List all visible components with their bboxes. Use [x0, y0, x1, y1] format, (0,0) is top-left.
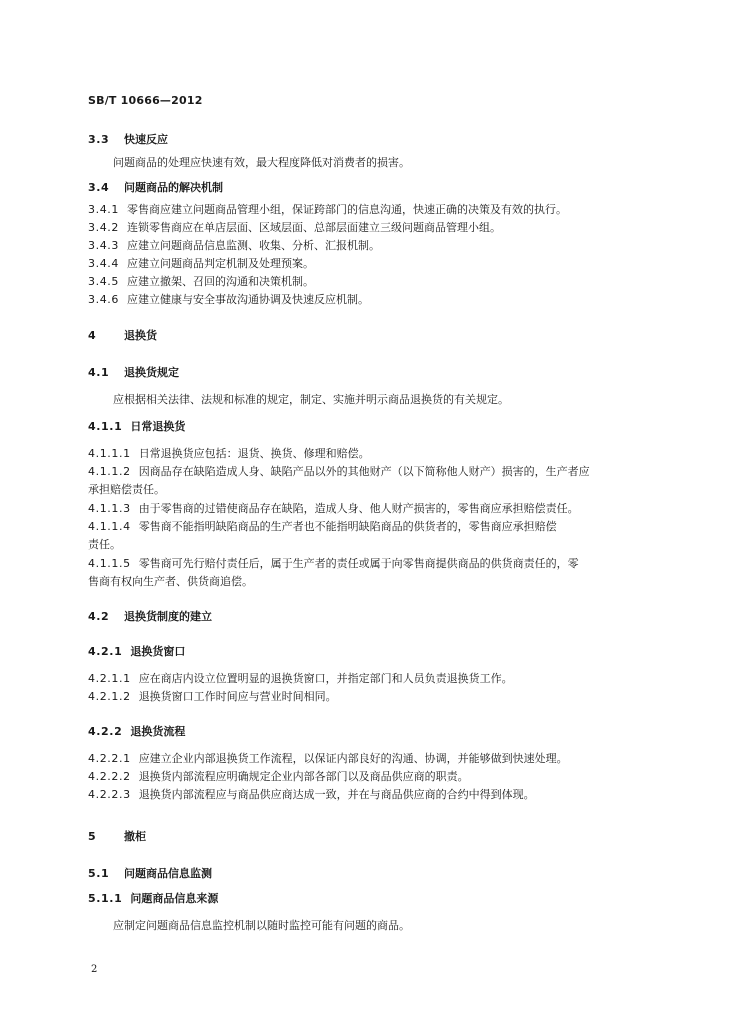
clause-text: 零售商应建立问题商品管理小组，保证跨部门的信息沟通，快速正确的决策及有效的执行。 — [127, 203, 567, 216]
clause-text: 零售商不能指明缺陷商品的生产者也不能指明缺陷商品的供货者的，零售商应承担赔偿 — [138, 520, 557, 533]
clause-text: 退换货窗口工作时间应与营业时间相同。 — [138, 690, 337, 703]
chapter-4-heading — [88, 327, 644, 344]
section-title: 快速反应 — [124, 133, 168, 146]
clause-text: 应在商店内设立位置明显的退换货窗口，并指定部门和人员负责退换货工作。 — [138, 672, 513, 685]
clause-text: 应建立问题商品判定机制及处理预案。 — [127, 257, 314, 270]
clause-4-1-1-1 — [88, 445, 644, 462]
clause-text: 连锁零售商应在单店层面、区域层面、总部层面建立三级问题商品管理小组。 — [127, 221, 501, 234]
section-4-2-heading — [88, 608, 644, 625]
chapter-title: 撤柜 — [124, 830, 146, 843]
clause-text: 应建立问题商品信息监测、收集、分析、汇报机制。 — [127, 239, 380, 252]
clause-4-2-2-2 — [88, 768, 644, 785]
clause-text: 由于零售商的过错使商品存在缺陷，造成人身、他人财产损害的，零售商应承担赔偿责任。 — [138, 502, 579, 515]
section-title: 问题商品信息来源 — [130, 892, 219, 905]
section-title: 问题商品信息监测 — [124, 867, 212, 880]
clause-3-4-1 — [88, 201, 644, 218]
clause-4-1-1-4 — [88, 518, 644, 535]
section-title: 日常退换货 — [130, 420, 186, 433]
clause-number: 4.1.1.4 — [88, 520, 131, 533]
clause-number: 3.4.3 — [88, 239, 119, 252]
section-number: 4.2.1 — [88, 645, 123, 658]
clause-number: 4.1.1.3 — [88, 502, 131, 515]
clause-text: 因商品存在缺陷造成人身、缺陷产品以外的其他财产（以下简称他人财产）损害的，生产者应 — [138, 465, 590, 478]
clause-3-4-6 — [88, 291, 644, 308]
clause-number: 4.1.1.1 — [88, 447, 131, 460]
clause-number: 3.4.2 — [88, 221, 119, 234]
clause-number: 4.2.2.1 — [88, 752, 131, 765]
page-number: 2 — [91, 964, 98, 975]
section-3-4-heading — [88, 179, 644, 196]
clause-4-2-2-1 — [88, 750, 644, 767]
section-title: 退换货规定 — [124, 366, 179, 379]
section-title: 退换货窗口 — [130, 645, 186, 658]
clause-text: 退换货内部流程应与商品供应商达成一致，并在与商品供应商的合约中得到体现。 — [138, 788, 535, 801]
clause-number: 3.4.5 — [88, 275, 119, 288]
clause-4-1-1-3 — [88, 500, 644, 517]
clause-3-4-2 — [88, 219, 644, 236]
section-4-2-1-list — [88, 670, 644, 705]
section-number: 4.2.2 — [88, 725, 123, 738]
chapter-number: 5 — [88, 830, 97, 843]
section-number: 4.1 — [88, 366, 110, 379]
standard-code: SB/T 10666—2012 — [88, 94, 203, 107]
section-3-3-paragraph: 问题商品的处理应快速有效，最大程度降低对消费者的损害。 — [113, 156, 410, 169]
section-number: 4.1.1 — [88, 420, 123, 433]
section-4-1-1-list — [88, 445, 644, 590]
chapter-5-heading — [88, 828, 644, 845]
clause-text: 应建立撤架、召回的沟通和决策机制。 — [127, 275, 314, 288]
section-4-2-2-heading — [88, 723, 644, 740]
clause-4-2-1-2 — [88, 688, 644, 705]
clause-text: 应建立健康与安全事故沟通协调及快速反应机制。 — [127, 293, 369, 306]
section-4-1-heading — [88, 364, 644, 381]
document-body — [88, 131, 644, 934]
clause-3-4-3 — [88, 237, 644, 254]
section-number: 5.1 — [88, 867, 110, 880]
section-title: 问题商品的解决机制 — [124, 181, 223, 194]
section-title: 退换货流程 — [130, 725, 186, 738]
clause-4-1-1-5 — [88, 555, 644, 572]
clause-number: 4.1.1.2 — [88, 465, 131, 478]
clause-4-1-1-2 — [88, 463, 644, 480]
section-number: 4.2 — [88, 610, 110, 623]
section-number: 5.1.1 — [88, 892, 123, 905]
clause-4-1-1-2-continued: 承担赔偿责任。 — [88, 483, 165, 496]
section-5-1-1-paragraph: 应制定问题商品信息监控机制以随时监控可能有问题的商品。 — [113, 919, 410, 932]
clause-number: 4.2.1.2 — [88, 690, 131, 703]
section-4-1-1-heading — [88, 418, 644, 435]
section-4-2-2-list — [88, 750, 644, 803]
section-4-2-1-heading — [88, 643, 644, 660]
clause-4-2-2-3 — [88, 786, 644, 803]
clause-text: 退换货内部流程应明确规定企业内部各部门以及商品供应商的职责。 — [138, 770, 469, 783]
section-4-1-paragraph: 应根据相关法律、法规和标准的规定，制定、实施并明示商品退换货的有关规定。 — [113, 393, 509, 406]
clause-3-4-5 — [88, 273, 644, 290]
clause-4-1-1-4-continued: 责任。 — [88, 538, 121, 551]
section-number: 3.4 — [88, 181, 110, 194]
section-3-3-heading — [88, 131, 644, 148]
clause-number: 4.2.2.2 — [88, 770, 131, 783]
clause-number: 4.2.2.3 — [88, 788, 131, 801]
clause-text: 零售商可先行赔付责任后，属于生产者的责任或属于向零售商提供商品的供货商责任的，零 — [138, 557, 579, 570]
clause-number: 4.2.1.1 — [88, 672, 131, 685]
clause-number: 3.4.1 — [88, 203, 119, 216]
clause-4-1-1-5-continued: 售商有权向生产者、供货商追偿。 — [88, 575, 253, 588]
clause-text: 应建立企业内部退换货工作流程，以保证内部良好的沟通、协调，并能够做到快速处理。 — [138, 752, 568, 765]
section-title: 退换货制度的建立 — [124, 610, 212, 623]
chapter-title: 退换货 — [124, 329, 157, 342]
section-3-4-list — [88, 201, 644, 308]
clause-number: 3.4.4 — [88, 257, 119, 270]
section-5-1-1-heading — [88, 890, 644, 907]
section-5-1-heading — [88, 865, 644, 882]
clause-4-2-1-1 — [88, 670, 644, 687]
clause-number: 3.4.6 — [88, 293, 119, 306]
clause-number: 4.1.1.5 — [88, 557, 131, 570]
clause-3-4-4 — [88, 255, 644, 272]
clause-text: 日常退换货应包括：退货、换货、修理和赔偿。 — [138, 447, 370, 460]
section-number: 3.3 — [88, 133, 110, 146]
chapter-number: 4 — [88, 329, 97, 342]
